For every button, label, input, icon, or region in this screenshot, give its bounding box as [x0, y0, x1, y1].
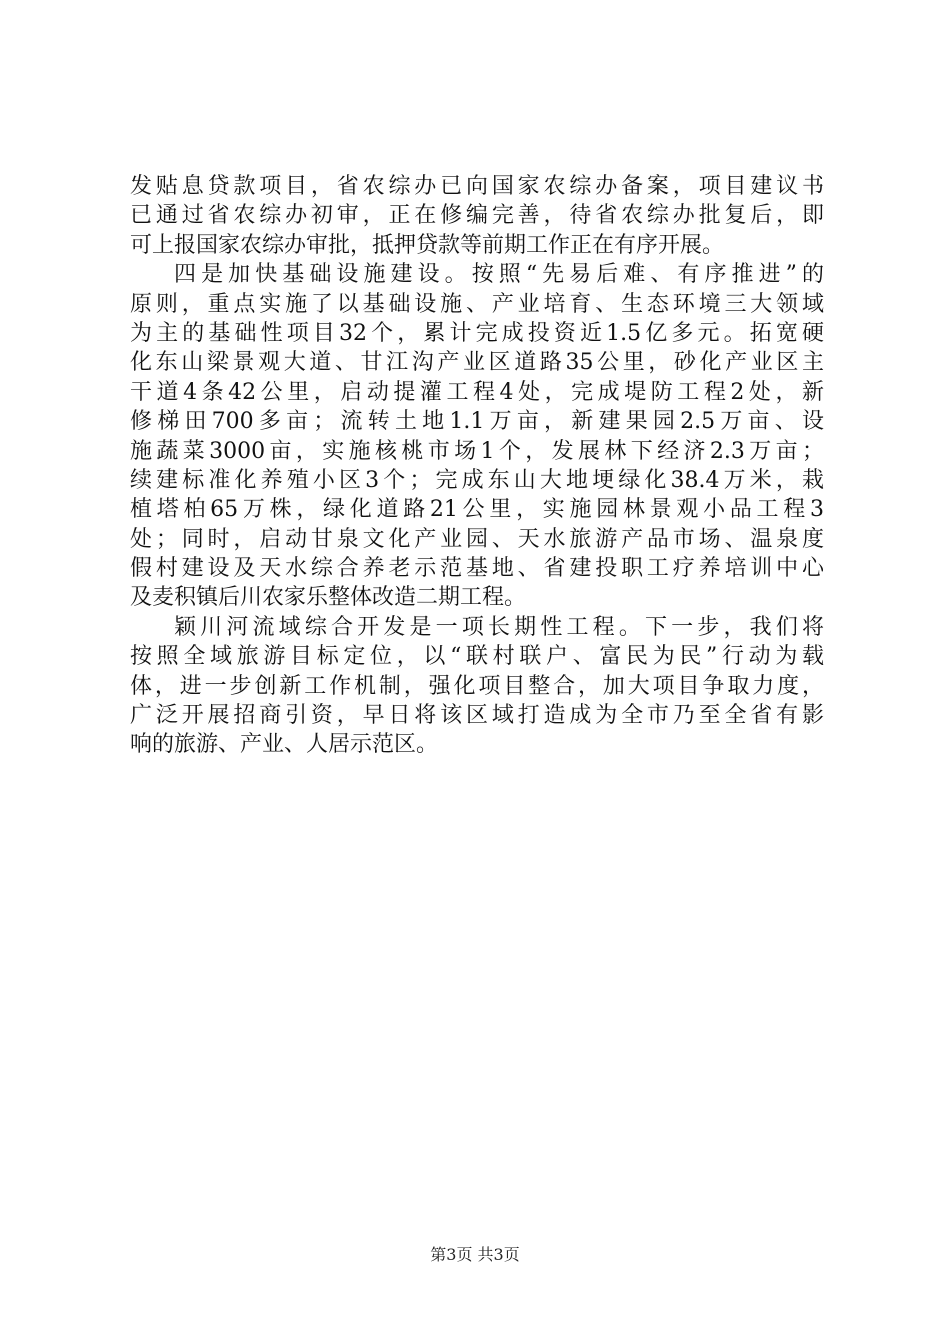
text-line: 响的旅游、产业、人居示范区。: [130, 732, 439, 758]
text-line: 化东山梁景观大道、甘江沟产业区道路35公里，砂化产业区主: [130, 350, 824, 376]
text-line: 发贴息贷款项目，省农综办已向国家农综办备案，项目建议书: [130, 174, 824, 199]
text-line: 处；同时，启动甘泉文化产业园、天水旅游产品市场、温泉度: [130, 526, 824, 552]
text-line: 续建标准化养殖小区3个；完成东山大地埂绿化38.4万米，栽: [130, 467, 824, 493]
text-line: 可上报国家农综办审批，抵押贷款等前期工作正在有序开展。: [130, 232, 725, 258]
page-footer: 第3页 共3页: [430, 1245, 520, 1264]
body-text: [130, 172, 824, 760]
text-line: 为主的基础性项目32个，累计完成投资近1.5亿多元。拓宽硬: [130, 320, 824, 346]
text-line: 假村建设及天水综合养老示范基地、省建投职工疗养培训中心: [130, 556, 824, 582]
text-line: 及麦积镇后川农家乐整体改造二期工程。: [130, 585, 527, 611]
text-line: 体，进一步创新工作机制，强化项目整合，加大项目争取力度，: [130, 673, 824, 699]
text-line: 修梯田700多亩；流转土地1.1万亩，新建果园2.5万亩、设: [130, 409, 824, 435]
text-line: 四是加快基础设施建设。按照“先易后难、有序推进”的: [174, 262, 824, 288]
text-line: 颖川河流域综合开发是一项长期性工程。下一步，我们将: [174, 614, 824, 640]
text-line: 植塔柏65万株，绿化道路21公里，实施园林景观小品工程3: [130, 497, 824, 523]
text-line: 施蔬菜3000亩，实施核桃市场1个，发展林下经济2.3万亩；: [130, 438, 824, 464]
text-line: 已通过省农综办初审，正在修编完善，待省农综办批复后，即: [130, 203, 824, 229]
text-line: 按照全域旅游目标定位，以“联村联户、富民为民”行动为载: [130, 644, 824, 670]
text-line: 干道4条42公里，启动提灌工程4处，完成堤防工程2处，新: [130, 379, 824, 405]
text-line: 原则，重点实施了以基础设施、产业培育、生态环境三大领域: [130, 291, 824, 317]
text-line: 广泛开展招商引资，早日将该区域打造成为全市乃至全省有影: [130, 703, 824, 729]
